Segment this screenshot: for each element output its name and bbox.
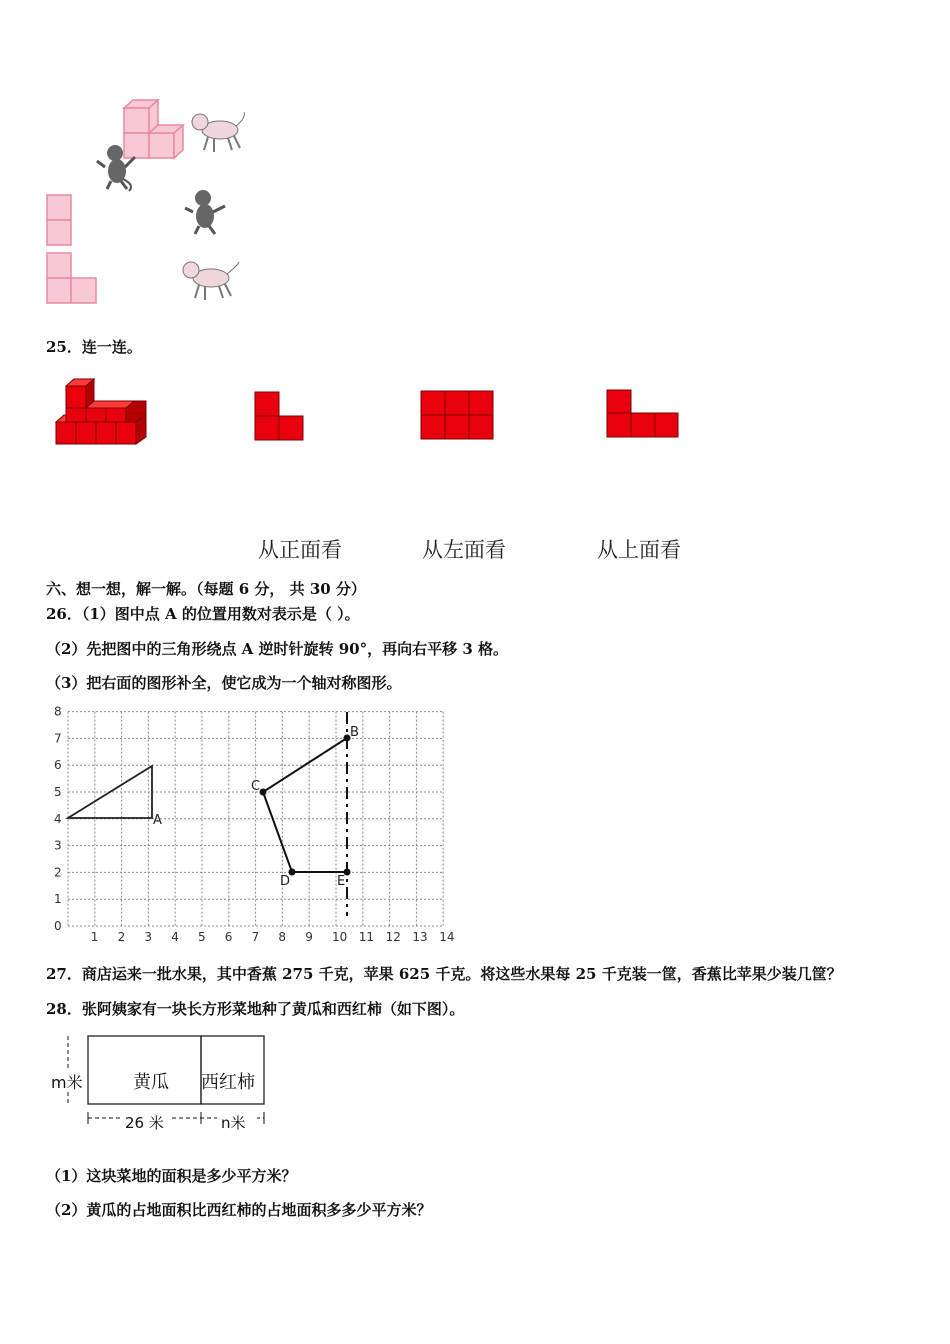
point-c-label: C	[251, 779, 261, 794]
q28-text: 28．张阿姨家有一块长方形菜地种了黄瓜和西红柿（如下图）。	[46, 1000, 465, 1018]
x-tick-label: 1	[90, 930, 99, 944]
x-tick-label: 8	[278, 930, 287, 944]
x-tick-label: 12	[385, 930, 401, 944]
x-tick-label: 7	[251, 930, 260, 944]
q25-label-left: 从左面看	[422, 538, 506, 562]
q28-field-diagram	[45, 1030, 285, 1145]
q26-line1: 26．（1）图中点 A 的位置用数对表示是（ ）。	[46, 605, 360, 623]
tomato-plot	[201, 1036, 264, 1104]
x-tick-label: 14	[439, 930, 455, 944]
q25-label-top: 从上面看	[597, 538, 681, 562]
section6-heading: 六、想一想，解一解。（每题 6 分， 共 30 分）	[46, 580, 366, 598]
y-tick-label: 1	[54, 892, 62, 907]
y-tick-label: 8	[54, 704, 62, 719]
q25-label-front: 从正面看	[258, 538, 342, 562]
q28-sub2: （2）黄瓜的占地面积比西红柿的占地面积多多少平方米？	[46, 1201, 432, 1219]
y-tick-label: 2	[54, 865, 62, 880]
q24-view-l-shape	[47, 253, 96, 303]
x-tick-label: 6	[224, 930, 233, 944]
x-tick-label: 9	[305, 930, 313, 944]
q25-cube-figures	[50, 372, 700, 452]
q25-rectangle-shape	[421, 391, 493, 439]
point-c	[260, 789, 267, 796]
half-figure-polyline	[263, 738, 347, 872]
point-b-label: B	[350, 725, 359, 740]
tomato-label: 西红柿	[201, 1072, 255, 1093]
x-tick-label: 2	[117, 930, 126, 944]
q25-l-shape	[255, 392, 303, 440]
y-tick-label: 4	[54, 811, 62, 826]
q24-views-figure	[40, 90, 270, 310]
width-right-label: n米	[221, 1114, 246, 1132]
y-tick-label: 6	[54, 758, 62, 773]
x-tick-label: 5	[198, 930, 206, 944]
q25-wide-l-shape	[607, 390, 678, 437]
point-d-label: D	[280, 874, 291, 889]
x-tick-label: 13	[412, 930, 428, 944]
monkey-icon	[185, 190, 225, 234]
dog-icon	[192, 112, 244, 152]
x-tick-label: 10	[332, 930, 348, 944]
q28-sub1: （1）这块菜地的面积是多少平方米？	[46, 1167, 297, 1185]
cucumber-label: 黄瓜	[133, 1072, 169, 1093]
dog-icon	[183, 262, 239, 300]
q24-view-two-squares	[47, 195, 71, 245]
x-tick-label: 4	[171, 930, 179, 944]
height-label: m米	[51, 1073, 83, 1092]
point-a-label: A	[153, 813, 162, 828]
q25-title: 25．连一连。	[46, 338, 142, 356]
cucumber-plot	[88, 1036, 201, 1104]
q27-text: 27．商店运来一批水果，其中香蕉 275 千克，苹果 625 千克。将这些水果每 25 千克装一筐，香蕉比苹果少装几筐？	[46, 965, 842, 983]
q26-line3: （3）把右面的图形补全，使它成为一个轴对称图形。	[46, 674, 402, 692]
x-tick-label: 3	[144, 930, 153, 944]
y-tick-label: 3	[54, 838, 62, 853]
q26-coordinate-grid	[50, 700, 475, 950]
x-tick-label: 11	[358, 930, 375, 944]
point-e-label: E	[337, 874, 346, 889]
q25-red-cube-stack	[56, 379, 146, 444]
q24-pink-cube-stack	[124, 100, 183, 158]
y-tick-label: 7	[54, 731, 62, 746]
q26-line2: （2）先把图中的三角形绕点 A 逆时针旋转 90°，再向右平移 3 格。	[46, 640, 508, 658]
y-tick-label: 5	[54, 785, 62, 799]
width-left-label: 26 米	[125, 1114, 164, 1132]
y-tick-label: 0	[54, 919, 62, 933]
grid-axis-labels	[54, 705, 454, 944]
